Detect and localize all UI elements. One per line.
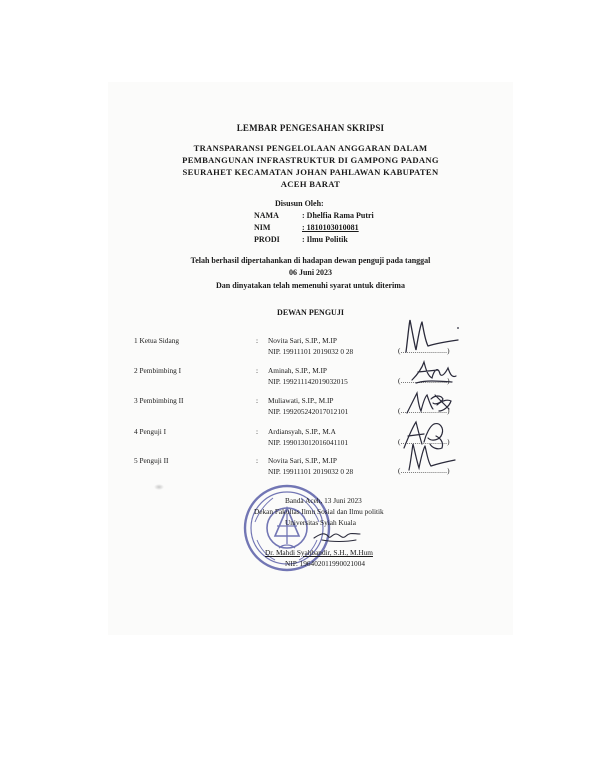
- member-2-nip: NIP. 199211142019032015: [268, 377, 348, 386]
- page-smudge: [154, 484, 164, 490]
- member-3-role: 3 Pembimbing II: [134, 396, 184, 405]
- member-3-name: Muliawati, S.IP., M.IP: [268, 396, 334, 405]
- member-3-sign-line: (.......................): [398, 406, 450, 415]
- author-nim-label: NIM: [254, 223, 271, 232]
- thesis-title-line-1: TRANSPARANSI PENGELOLAAN ANGGARAN DALAM: [193, 143, 428, 153]
- approval-institution: Universitas Syiah Kuala: [285, 518, 356, 527]
- member-4-sep: :: [256, 427, 259, 436]
- author-nim-value: : 1810103010081: [302, 223, 359, 232]
- member-4-nip: NIP. 199013012016041101: [268, 438, 348, 447]
- member-3-nip: NIP. 199205242017012101: [268, 407, 349, 416]
- signature-3-image: [405, 389, 457, 417]
- member-1-nip: NIP. 19911101 2019032 0 28: [268, 347, 354, 356]
- signature-2-image: [408, 356, 458, 386]
- author-heading: Disusun Oleh:: [275, 199, 324, 208]
- dean-signature-image: [312, 528, 362, 544]
- committee-heading: DEWAN PENGUJI: [277, 308, 344, 317]
- member-2-name: Aminah, S.IP., M.IP: [268, 366, 327, 375]
- defense-line-1: Telah berhasil dipertahankan di hadapan dewan penguji pada tanggal: [190, 256, 431, 265]
- member-5-role: 5 Penguji II: [134, 456, 169, 465]
- author-name-label: NAMA: [254, 211, 279, 220]
- thesis-title-line-3: SEURAHET KECAMATAN JOHAN PAHLAWAN KABUPATEN: [182, 167, 439, 177]
- member-2-sign-line: (.......................): [398, 376, 450, 385]
- member-5-name: Novita Sari, S.IP., M.IP: [268, 456, 337, 465]
- defense-line-2: Dan dinyatakan telah memenuhi syarat untuk diterima: [216, 281, 405, 290]
- thesis-title-line-2: PEMBANGUNAN INFRASTRUKTUR DI GAMPONG PADANG: [182, 155, 439, 165]
- member-1-sign-line: (.......................): [398, 346, 450, 355]
- thesis-title-line-4: ACEH BARAT: [280, 179, 341, 189]
- approval-place-date: Banda Aceh, 13 Juni 2023: [285, 496, 362, 505]
- member-4-sign-line: (.......................): [398, 437, 450, 446]
- member-5-nip: NIP. 19911101 2019032 0 28: [268, 467, 354, 476]
- member-2-role: 2 Pembimbing I: [134, 366, 182, 375]
- author-prodi-label: PRODI: [254, 235, 280, 244]
- member-4-name: Ardiansyah, S.IP., M.A: [268, 427, 336, 436]
- member-1-sep: :: [256, 336, 259, 345]
- signature-1-image: [400, 316, 462, 356]
- signature-5-image: [405, 440, 457, 474]
- member-4-role: 4 Penguji I: [134, 427, 167, 436]
- member-3-sep: :: [256, 396, 259, 405]
- approval-position: Dekan Fakultas Ilmu Sosial dan Ilmu politik: [254, 507, 384, 516]
- author-prodi-value: : Ilmu Politik: [302, 235, 348, 244]
- member-1-role: 1 Ketua Sidang: [134, 336, 179, 345]
- member-5-sep: :: [256, 456, 259, 465]
- member-5-sign-line: (.......................): [398, 466, 450, 475]
- document-title: LEMBAR PENGESAHAN SKRIPSI: [236, 123, 385, 133]
- author-name-value: : Dhelfia Rama Putri: [302, 211, 374, 220]
- dean-nip: NIP. 196402011990021004: [285, 559, 365, 568]
- dean-name: Dr. Mahdi Syahbandir, S.H., M.Hum: [265, 548, 373, 557]
- member-2-sep: :: [256, 366, 259, 375]
- defense-date: 06 Juni 2023: [288, 268, 333, 277]
- member-1-name: Novita Sari, S.IP., M.IP: [268, 336, 337, 345]
